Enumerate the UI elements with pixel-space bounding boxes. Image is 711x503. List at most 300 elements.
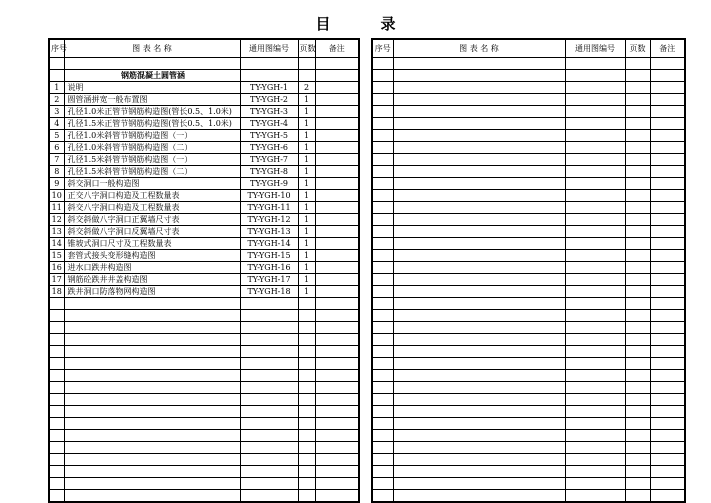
- cell-drawing-code: [565, 358, 625, 370]
- cell-drawing-name: [393, 106, 565, 118]
- table-row: [49, 142, 359, 154]
- cell-note: [650, 418, 685, 430]
- cell-no: 11: [49, 202, 64, 214]
- cell-drawing-code: TY-YGH-9: [240, 178, 298, 190]
- cell-no: [372, 382, 393, 394]
- cell-pages: [625, 490, 650, 503]
- cell-drawing-code: [565, 178, 625, 190]
- cell-pages: [625, 370, 650, 382]
- cell-drawing-name: [393, 190, 565, 202]
- cell-note: [315, 274, 359, 286]
- empty-row: [372, 58, 685, 70]
- cell-drawing-name: [64, 322, 240, 334]
- table-row: [49, 178, 359, 190]
- cell-note: [315, 202, 359, 214]
- cell-pages: [298, 310, 315, 322]
- cell-drawing-name: [393, 418, 565, 430]
- cell-pages: 2: [298, 82, 315, 94]
- cell-drawing-code: [565, 202, 625, 214]
- cell-drawing-code: [240, 358, 298, 370]
- cell-drawing-name: 进水口跌井构造图: [64, 262, 240, 274]
- empty-row: [372, 310, 685, 322]
- cell-pages: 1: [298, 130, 315, 142]
- cell-no: [372, 346, 393, 358]
- cell-pages: [298, 394, 315, 406]
- cell-drawing-name: [393, 58, 565, 70]
- cell-pages: [625, 430, 650, 442]
- cell-drawing-code: [565, 250, 625, 262]
- cell-drawing-code: [565, 226, 625, 238]
- cell-drawing-code: [240, 430, 298, 442]
- cell-note: [315, 190, 359, 202]
- cell-pages: [625, 262, 650, 274]
- header-row: [49, 39, 359, 58]
- cell-no: [372, 334, 393, 346]
- header-name: 图 表 名 称: [393, 39, 565, 58]
- cell-drawing-name: [393, 286, 565, 298]
- cell-drawing-name: [64, 346, 240, 358]
- cell-drawing-code: TY-YGH-5: [240, 130, 298, 142]
- cell-no: 4: [49, 118, 64, 130]
- cell-drawing-name: [393, 370, 565, 382]
- cell-no: [372, 214, 393, 226]
- cell-note: [650, 430, 685, 442]
- cell-note: [315, 430, 359, 442]
- empty-row: [372, 418, 685, 430]
- empty-row: [372, 466, 685, 478]
- cell-drawing-name: [393, 478, 565, 490]
- cell-note: [650, 166, 685, 178]
- cell-no: [372, 298, 393, 310]
- cell-drawing-code: TY-YGH-13: [240, 226, 298, 238]
- cell-pages: [625, 274, 650, 286]
- cell-drawing-name: [393, 334, 565, 346]
- empty-row: [49, 394, 359, 406]
- cell-drawing-code: [565, 298, 625, 310]
- table-row: [49, 130, 359, 142]
- cell-drawing-name: 说明: [64, 82, 240, 94]
- cell-drawing-code: [240, 334, 298, 346]
- cell-drawing-name: [393, 346, 565, 358]
- cell-no: [372, 166, 393, 178]
- cell-note: [315, 442, 359, 454]
- right-table-header: [372, 39, 685, 58]
- cell-note: [650, 334, 685, 346]
- cell-note: [315, 166, 359, 178]
- cell-drawing-code: [565, 166, 625, 178]
- cell-note: [315, 106, 359, 118]
- cell-drawing-code: [240, 346, 298, 358]
- cell-note: [315, 82, 359, 94]
- table-row: [49, 214, 359, 226]
- empty-row: [372, 226, 685, 238]
- cell-no: [372, 82, 393, 94]
- cell-drawing-name: [64, 382, 240, 394]
- cell-drawing-code: [240, 418, 298, 430]
- cell-note: [650, 346, 685, 358]
- cell-drawing-name: [393, 226, 565, 238]
- cell-note: [650, 190, 685, 202]
- cell-pages: [298, 370, 315, 382]
- cell-drawing-name: [64, 370, 240, 382]
- cell-no: [49, 418, 64, 430]
- cell-drawing-name: [393, 262, 565, 274]
- cell-no: [49, 310, 64, 322]
- cell-no: [372, 490, 393, 503]
- cell-drawing-code: [565, 118, 625, 130]
- empty-row: [372, 202, 685, 214]
- cell-note: [315, 322, 359, 334]
- cell-drawing-name: 钢筋砼跌井井盖构造图: [64, 274, 240, 286]
- cell-drawing-name: 孔径1.5米斜管节钢筋构造图（一）: [64, 154, 240, 166]
- cell-pages: 1: [298, 94, 315, 106]
- cell-note: [650, 250, 685, 262]
- cell-drawing-name: [393, 310, 565, 322]
- cell-drawing-name: 孔径1.0米斜管节钢筋构造图（一）: [64, 130, 240, 142]
- cell-pages: [625, 70, 650, 82]
- cell-drawing-code: [565, 418, 625, 430]
- cell-drawing-code: [240, 442, 298, 454]
- cell-drawing-code: [240, 70, 298, 82]
- cell-no: 6: [49, 142, 64, 154]
- cell-drawing-name: [393, 94, 565, 106]
- cell-no: 16: [49, 262, 64, 274]
- cell-pages: [625, 130, 650, 142]
- cell-no: [49, 322, 64, 334]
- cell-drawing-name: [64, 490, 240, 503]
- cell-no: 9: [49, 178, 64, 190]
- cell-pages: 1: [298, 238, 315, 250]
- table-row: [49, 94, 359, 106]
- cell-note: [650, 106, 685, 118]
- cell-note: [650, 202, 685, 214]
- cell-no: 8: [49, 166, 64, 178]
- cell-note: [650, 274, 685, 286]
- empty-row: [372, 382, 685, 394]
- cell-pages: [625, 478, 650, 490]
- cell-no: [49, 454, 64, 466]
- table-row: [49, 274, 359, 286]
- cell-pages: [625, 298, 650, 310]
- cell-drawing-name: [64, 406, 240, 418]
- cell-drawing-code: [565, 490, 625, 503]
- cell-note: [315, 130, 359, 142]
- cell-drawing-code: [240, 58, 298, 70]
- cell-drawing-code: [565, 274, 625, 286]
- header-pg: 页数: [298, 39, 315, 58]
- cell-pages: [625, 214, 650, 226]
- empty-row: [49, 58, 359, 70]
- cell-drawing-code: TY-YGH-3: [240, 106, 298, 118]
- cell-no: [49, 490, 64, 503]
- cell-pages: 1: [298, 202, 315, 214]
- cell-no: 14: [49, 238, 64, 250]
- table-row: [49, 154, 359, 166]
- empty-row: [372, 154, 685, 166]
- cell-pages: 1: [298, 190, 315, 202]
- cell-pages: 1: [298, 274, 315, 286]
- cell-drawing-code: [240, 382, 298, 394]
- cell-drawing-name: [393, 130, 565, 142]
- cell-drawing-code: [565, 334, 625, 346]
- cell-pages: [625, 58, 650, 70]
- header-row: [372, 39, 685, 58]
- cell-note: [315, 154, 359, 166]
- table-row: [49, 190, 359, 202]
- empty-row: [372, 370, 685, 382]
- empty-row: [49, 382, 359, 394]
- cell-pages: 1: [298, 262, 315, 274]
- empty-row: [49, 490, 359, 503]
- header-code: 通用图编号: [565, 39, 625, 58]
- cell-drawing-code: [565, 238, 625, 250]
- cell-note: [315, 226, 359, 238]
- title-char-mu: 目: [315, 15, 331, 33]
- empty-row: [49, 430, 359, 442]
- cell-drawing-code: [565, 466, 625, 478]
- cell-no: [372, 142, 393, 154]
- cell-note: [315, 370, 359, 382]
- cell-drawing-name: [393, 214, 565, 226]
- cell-drawing-code: TY-YGH-18: [240, 286, 298, 298]
- cell-drawing-code: [565, 286, 625, 298]
- table-row: [49, 118, 359, 130]
- cell-no: [372, 310, 393, 322]
- cell-drawing-code: TY-YGH-10: [240, 190, 298, 202]
- cell-pages: 1: [298, 118, 315, 130]
- cell-note: [315, 406, 359, 418]
- cell-drawing-code: [565, 142, 625, 154]
- cell-no: [49, 70, 64, 82]
- page-title: [0, 13, 711, 34]
- cell-no: 18: [49, 286, 64, 298]
- right-table-body: [372, 58, 685, 503]
- cell-note: [650, 70, 685, 82]
- cell-note: [315, 178, 359, 190]
- cell-pages: [298, 490, 315, 503]
- cell-no: [372, 130, 393, 142]
- cell-pages: [298, 478, 315, 490]
- cell-no: [372, 466, 393, 478]
- cell-pages: [298, 466, 315, 478]
- cell-drawing-code: [565, 82, 625, 94]
- table-row: [49, 106, 359, 118]
- cell-no: [49, 58, 64, 70]
- cell-drawing-name: [393, 358, 565, 370]
- empty-row: [372, 166, 685, 178]
- cell-note: [650, 214, 685, 226]
- cell-note: [315, 70, 359, 82]
- cell-pages: [625, 142, 650, 154]
- cell-no: [49, 442, 64, 454]
- cell-no: [372, 358, 393, 370]
- cell-drawing-name: [64, 58, 240, 70]
- cell-drawing-name: [393, 454, 565, 466]
- cell-pages: [625, 382, 650, 394]
- empty-row: [372, 82, 685, 94]
- cell-drawing-name: [64, 454, 240, 466]
- cell-note: [650, 310, 685, 322]
- cell-pages: 1: [298, 214, 315, 226]
- cell-drawing-name: [393, 82, 565, 94]
- cell-no: [372, 286, 393, 298]
- table-row: [49, 250, 359, 262]
- cell-drawing-name: [64, 394, 240, 406]
- empty-row: [372, 346, 685, 358]
- cell-drawing-code: TY-YGH-11: [240, 202, 298, 214]
- cell-no: [372, 442, 393, 454]
- cell-note: [650, 238, 685, 250]
- cell-drawing-name: [393, 238, 565, 250]
- cell-note: [650, 382, 685, 394]
- cell-note: [650, 58, 685, 70]
- cell-drawing-code: TY-YGH-17: [240, 274, 298, 286]
- cell-pages: 1: [298, 250, 315, 262]
- cell-pages: [625, 178, 650, 190]
- cell-no: [372, 322, 393, 334]
- cell-no: [49, 466, 64, 478]
- cell-drawing-code: [240, 454, 298, 466]
- cell-drawing-code: TY-YGH-15: [240, 250, 298, 262]
- cell-drawing-name: [393, 394, 565, 406]
- empty-row: [372, 106, 685, 118]
- cell-drawing-name: 斜交洞口一般构造图: [64, 178, 240, 190]
- cell-drawing-code: [240, 298, 298, 310]
- empty-row: [49, 370, 359, 382]
- cell-pages: [625, 394, 650, 406]
- section-title: 钢筋混凝土圆管涵: [64, 70, 240, 82]
- cell-drawing-code: [565, 430, 625, 442]
- cell-note: [315, 346, 359, 358]
- cell-drawing-code: TY-YGH-6: [240, 142, 298, 154]
- cell-pages: [625, 82, 650, 94]
- cell-drawing-code: TY-YGH-14: [240, 238, 298, 250]
- empty-row: [49, 346, 359, 358]
- cell-note: [315, 490, 359, 503]
- cell-no: [372, 190, 393, 202]
- cell-no: [372, 106, 393, 118]
- cell-no: [372, 370, 393, 382]
- empty-row: [49, 334, 359, 346]
- right-toc-table: [371, 38, 686, 503]
- cell-no: [372, 118, 393, 130]
- cell-drawing-code: [240, 490, 298, 503]
- cell-note: [650, 466, 685, 478]
- cell-pages: [625, 94, 650, 106]
- cell-no: 10: [49, 190, 64, 202]
- cell-no: [372, 478, 393, 490]
- table-row: [49, 262, 359, 274]
- cell-pages: [625, 166, 650, 178]
- cell-drawing-name: [393, 406, 565, 418]
- cell-note: [315, 394, 359, 406]
- cell-drawing-name: 正交八字洞口构造及工程数量表: [64, 190, 240, 202]
- cell-note: [650, 394, 685, 406]
- cell-note: [315, 358, 359, 370]
- empty-row: [49, 418, 359, 430]
- cell-drawing-name: [393, 442, 565, 454]
- cell-pages: 1: [298, 178, 315, 190]
- empty-row: [372, 274, 685, 286]
- cell-note: [650, 442, 685, 454]
- cell-drawing-code: TY-YGH-4: [240, 118, 298, 130]
- empty-row: [49, 478, 359, 490]
- table-row: [49, 238, 359, 250]
- cell-note: [315, 310, 359, 322]
- left-table-header: [49, 39, 359, 58]
- cell-note: [315, 334, 359, 346]
- cell-no: [49, 406, 64, 418]
- header-no: 序号: [49, 39, 64, 58]
- cell-drawing-name: [64, 430, 240, 442]
- cell-note: [315, 214, 359, 226]
- cell-no: [49, 478, 64, 490]
- cell-drawing-code: [240, 466, 298, 478]
- cell-drawing-name: 孔径1.5米正管节钢筋构造图(管长0.5、1.0米): [64, 118, 240, 130]
- cell-no: [372, 250, 393, 262]
- cell-drawing-name: [64, 466, 240, 478]
- cell-drawing-code: [565, 130, 625, 142]
- cell-drawing-name: 斜交斜做八字洞口正翼墙尺寸表: [64, 214, 240, 226]
- header-note: 备注: [650, 39, 685, 58]
- cell-pages: [298, 358, 315, 370]
- cell-note: [650, 178, 685, 190]
- cell-drawing-name: 斜交八字洞口构造及工程数量表: [64, 202, 240, 214]
- cell-no: [372, 430, 393, 442]
- cell-no: [372, 178, 393, 190]
- cell-pages: [298, 406, 315, 418]
- cell-pages: [625, 358, 650, 370]
- cell-pages: [625, 418, 650, 430]
- cell-pages: [625, 346, 650, 358]
- cell-note: [315, 142, 359, 154]
- empty-row: [49, 310, 359, 322]
- cell-pages: [298, 70, 315, 82]
- cell-pages: [625, 154, 650, 166]
- cell-drawing-code: [565, 70, 625, 82]
- cell-note: [315, 418, 359, 430]
- cell-note: [650, 298, 685, 310]
- table-row: [49, 82, 359, 94]
- cell-note: [315, 118, 359, 130]
- cell-drawing-name: 斜交斜做八字洞口反翼墙尺寸表: [64, 226, 240, 238]
- cell-drawing-code: [240, 370, 298, 382]
- cell-no: [372, 226, 393, 238]
- cell-drawing-code: [565, 310, 625, 322]
- cell-note: [650, 358, 685, 370]
- empty-row: [49, 442, 359, 454]
- cell-pages: [625, 334, 650, 346]
- cell-drawing-name: 孔径1.5米斜管节钢筋构造图（二）: [64, 166, 240, 178]
- cell-note: [650, 322, 685, 334]
- table-row: [49, 226, 359, 238]
- cell-note: [315, 262, 359, 274]
- cell-drawing-name: [393, 466, 565, 478]
- cell-note: [650, 490, 685, 503]
- empty-row: [372, 322, 685, 334]
- empty-row: [372, 454, 685, 466]
- cell-note: [650, 406, 685, 418]
- empty-row: [372, 490, 685, 503]
- cell-drawing-name: [393, 430, 565, 442]
- cell-note: [315, 454, 359, 466]
- cell-note: [650, 142, 685, 154]
- cell-drawing-code: [565, 442, 625, 454]
- cell-drawing-code: TY-YGH-7: [240, 154, 298, 166]
- empty-row: [372, 130, 685, 142]
- cell-note: [650, 370, 685, 382]
- cell-no: [372, 154, 393, 166]
